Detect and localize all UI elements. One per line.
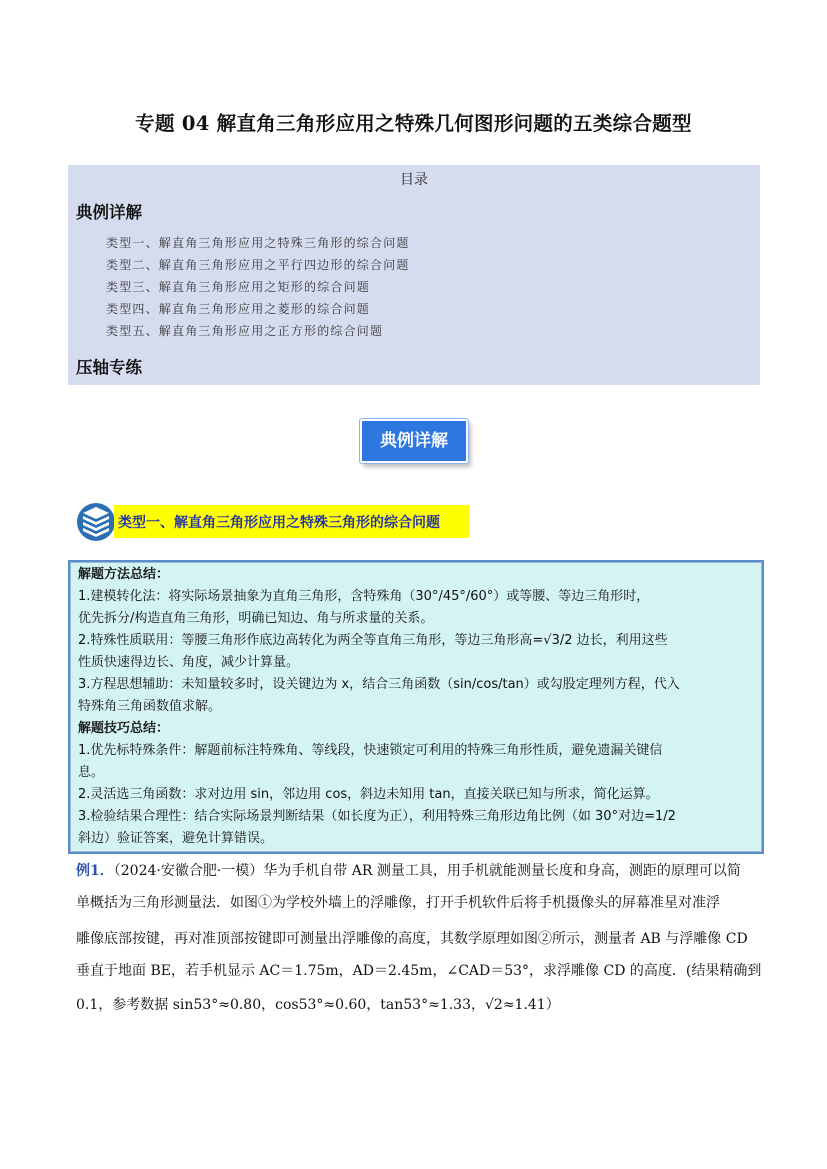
summary-line: 优先拆分/构造直角三角形，明确已知边、角与所求量的关系。 <box>78 611 434 626</box>
toc-item[interactable]: 类型四、解直角三角形应用之菱形的综合问题 <box>106 302 371 316</box>
toc-item[interactable]: 类型三、解直角三角形应用之矩形的综合问题 <box>106 280 371 294</box>
tips-title: 解题技巧总结： <box>78 721 170 736</box>
toc-section-final-practice[interactable]: 压轴专练 <box>76 358 142 377</box>
example-line: 垂直于地面 BE，若手机显示 AC＝1.75m，AD＝2.45m，∠CAD＝53°，求浮雕像 CD 的高度．(结果精确到 <box>76 963 762 979</box>
tips-line: 3.检验结果合理性：结合实际场景判断结果（如长度为正），利用特殊三角形边角比例（如 30°对边=1/2 <box>78 809 676 824</box>
example-label: 例1． <box>76 863 114 879</box>
summary-line: 2.特殊性质联用：等腰三角形作底边高转化为两全等直角三角形，等边三角形高=√3/2 边长，利用这些 <box>78 633 668 648</box>
summary-line: 1.建模转化法：将实际场景抽象为直角三角形，含特殊角（30°/45°/60°）或等腰、等边三角形时， <box>78 589 650 604</box>
example-line <box>76 860 741 880</box>
type-heading: 类型一、解直角三角形应用之特殊三角形的综合问题 <box>118 515 440 531</box>
toc-item[interactable]: 类型五、解直角三角形应用之正方形的综合问题 <box>106 324 384 338</box>
tips-line: 息。 <box>78 765 105 780</box>
type-heading-bar <box>114 505 469 538</box>
page-title: 专题 04 解直角三角形应用之特殊几何图形问题的五类综合题型 <box>135 112 692 135</box>
example-text: （2024·安徽合肥·一模）华为手机自带 AR 测量工具，用手机就能测量长度和身高，测距的原理可以简 <box>113 863 741 879</box>
example-line: 0.1，参考数据 sin53°≈0.80，cos53°≈0.60，tan53°≈1.33，√2≈1.41） <box>76 997 560 1013</box>
example-line: 雕像底部按键，再对准顶部按键即可测量出浮雕像的高度，其数学原理如图②所示，测量者 AB 与浮雕像 CD <box>76 931 748 947</box>
method-summary-box <box>68 560 764 854</box>
table-of-contents <box>68 165 760 385</box>
tips-line: 1.优先标特殊条件：解题前标注特殊角、等线段，快速锁定可利用的特殊三角形性质，避免遗漏关键信 <box>78 743 663 758</box>
summary-title: 解题方法总结： <box>78 567 170 582</box>
section-badge-label: 典例详解 <box>360 419 468 463</box>
tips-line: 斜边）验证答案，避免计算错误。 <box>78 831 274 846</box>
summary-line: 特殊角三角函数值求解。 <box>78 699 222 714</box>
toc-heading: 目录 <box>400 172 428 188</box>
summary-line: 3.方程思想辅助：未知量较多时，设关键边为 x，结合三角函数（sin/cos/tan）或勾股定理列方程，代入 <box>78 677 680 692</box>
book-stack-icon <box>76 502 116 542</box>
toc-item[interactable]: 类型二、解直角三角形应用之平行四边形的综合问题 <box>106 258 410 272</box>
toc-section-examples[interactable]: 典例详解 <box>76 203 142 222</box>
summary-line: 性质快速得边长、角度，减少计算量。 <box>78 655 300 670</box>
toc-item[interactable]: 类型一、解直角三角形应用之特殊三角形的综合问题 <box>106 236 410 250</box>
section-badge <box>360 419 466 463</box>
example-line: 单概括为三角形测量法．如图①为学校外墙上的浮雕像，打开手机软件后将手机摄像头的屏幕准星对准浮 <box>76 895 720 911</box>
tips-line: 2.灵活选三角函数：求对边用 sin，邻边用 cos，斜边未知用 tan，直接关联已知与所求，简化运算。 <box>78 787 659 802</box>
